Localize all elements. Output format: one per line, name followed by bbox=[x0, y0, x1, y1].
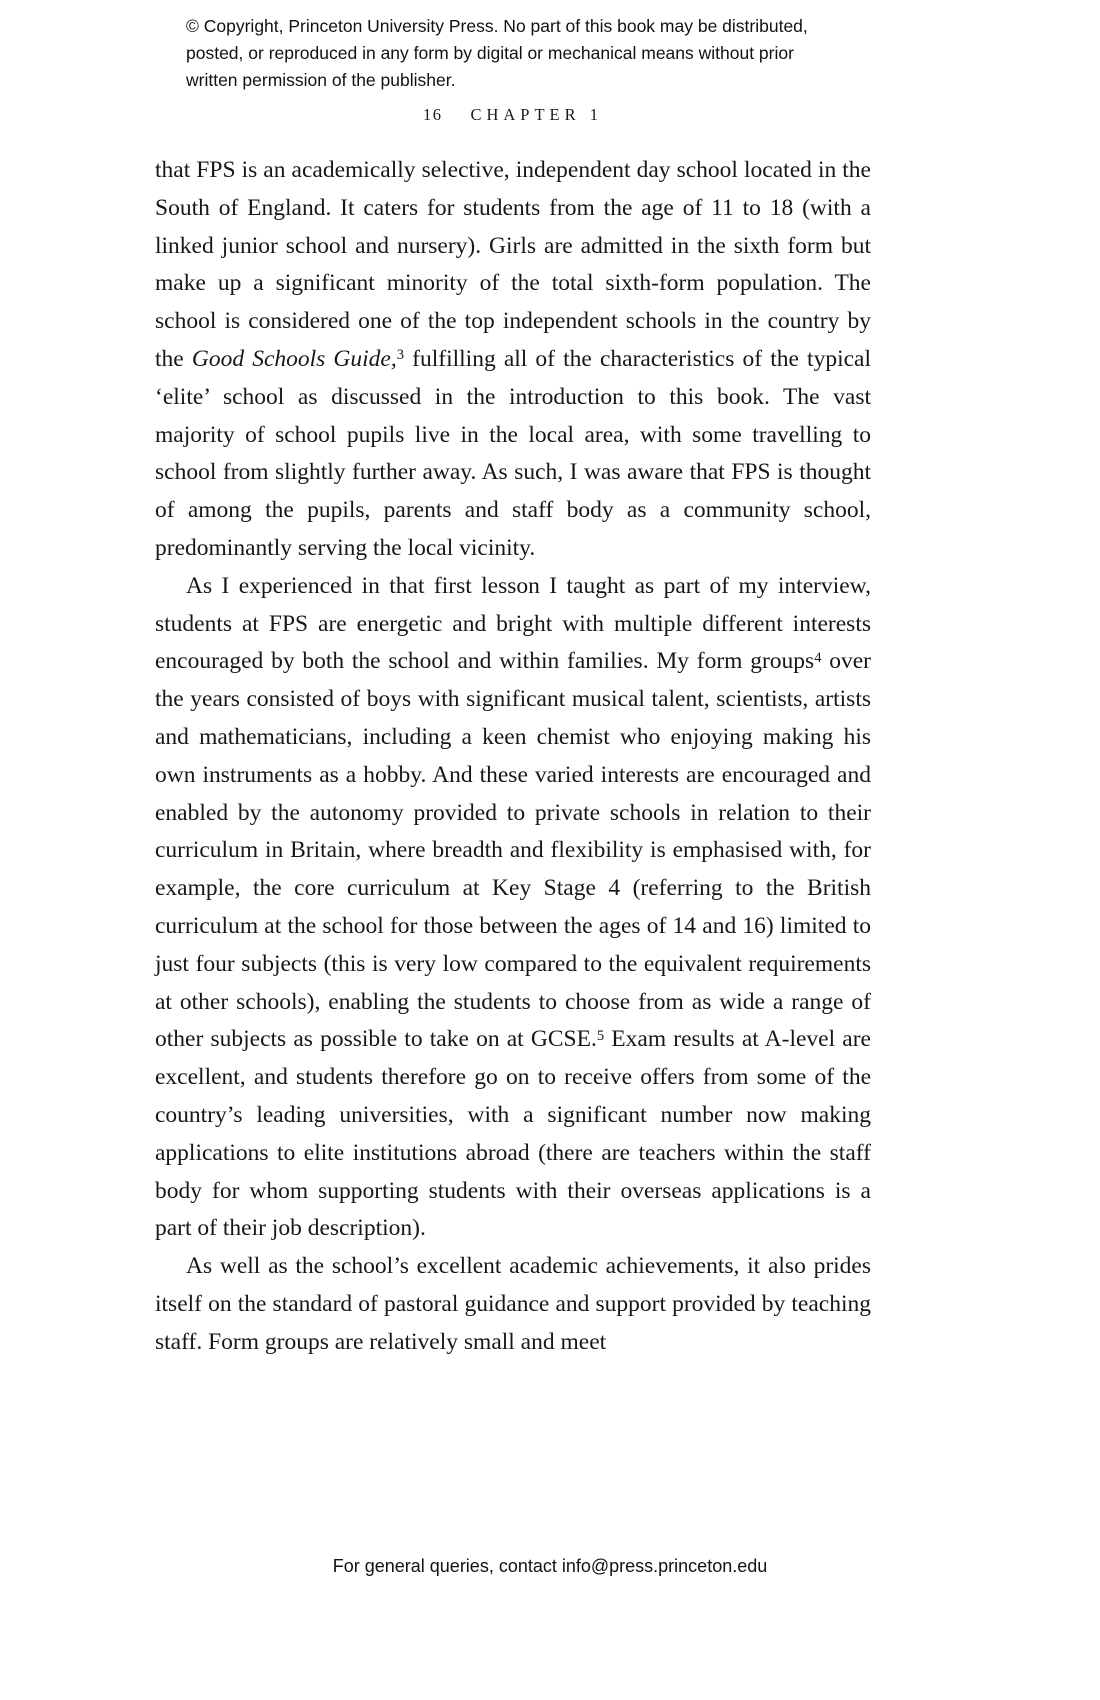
footnote-reference: 3 bbox=[396, 347, 405, 364]
paragraph-text: that FPS is an academically selective, independent day school located in the South of England. It caters for students from the age of 11 to 18 (with a linked junior school and nursery). Girls are admitted in the sixth form but make up a significant minority of the total sixth-form population. The school is considered one of the top independent schools in the country by the bbox=[155, 157, 871, 372]
paragraph-text: fulfilling all of the characteristics of the typical ‘elite’ school as discussed in the introduction to this book. The vast majority of school pupils live in the local area, with some travelling to school from slightly further away. As such, I was aware that FPS is thought of among the pupils, parents and staff body as a community school, predominantly serving the local vicinity. bbox=[155, 345, 871, 561]
running-head bbox=[155, 105, 871, 125]
body-text bbox=[155, 152, 871, 1362]
paragraph-text: over the years consisted of boys with significant musical talent, scientists, artists and mathematicians, including a keen chemist who enjoying making his own instruments as a hobby. And these varied interests are encouraged and enabled by the autonomy provided to private schools in relation to their curriculum in Britain, where breadth and flexibility is emphasised with, for example, the core curriculum at Key Stage 4 (referring to the British curriculum at the school for those between the ages of 14 and 16) limited to just four subjects (this is very low compared to the equivalent requirements at other schools), enabling the students to choose from as wide a range of other subjects as possible to take on at GCSE. bbox=[155, 648, 871, 1053]
paragraph-text: Exam results at A-level are excellent, and students therefore go on to receive offers from some of the country’s leading universities, with a significant number now making applications to elite institutions abroad (there are teachers within the staff body for whom supporting students with their overseas applications is a part of their job description). bbox=[155, 1026, 871, 1242]
footnote-reference: 5 bbox=[596, 1027, 605, 1044]
body-paragraph bbox=[155, 152, 871, 568]
body-paragraph bbox=[155, 1248, 871, 1361]
italic-title: Good Schools Guide, bbox=[191, 345, 397, 372]
chapter-label: CHAPTER 1 bbox=[470, 105, 604, 124]
footer-contact-line: For general queries, contact info@press.princeton.edu bbox=[332, 1556, 768, 1576]
paragraph-text: As I experienced in that first lesson I taught as part of my interview, students at FPS are energetic and bright with multiple different interests encouraged by both the school and within families. My form groups bbox=[155, 572, 871, 675]
paragraph-text: As well as the school’s excellent academic achievements, it also prides itself on the standard of pastoral guidance and support provided by teaching staff. Form groups are relatively small and meet bbox=[155, 1253, 871, 1355]
footnote-reference: 4 bbox=[814, 649, 822, 666]
copyright-notice: © Copyright, Princeton University Press. No part of this book may be distributed, posted, or reproduced in any form by digital or mechanical means without prior written permission of the publisher. bbox=[186, 16, 808, 90]
body-paragraph bbox=[155, 568, 871, 1248]
page-number: 16 bbox=[422, 105, 443, 124]
